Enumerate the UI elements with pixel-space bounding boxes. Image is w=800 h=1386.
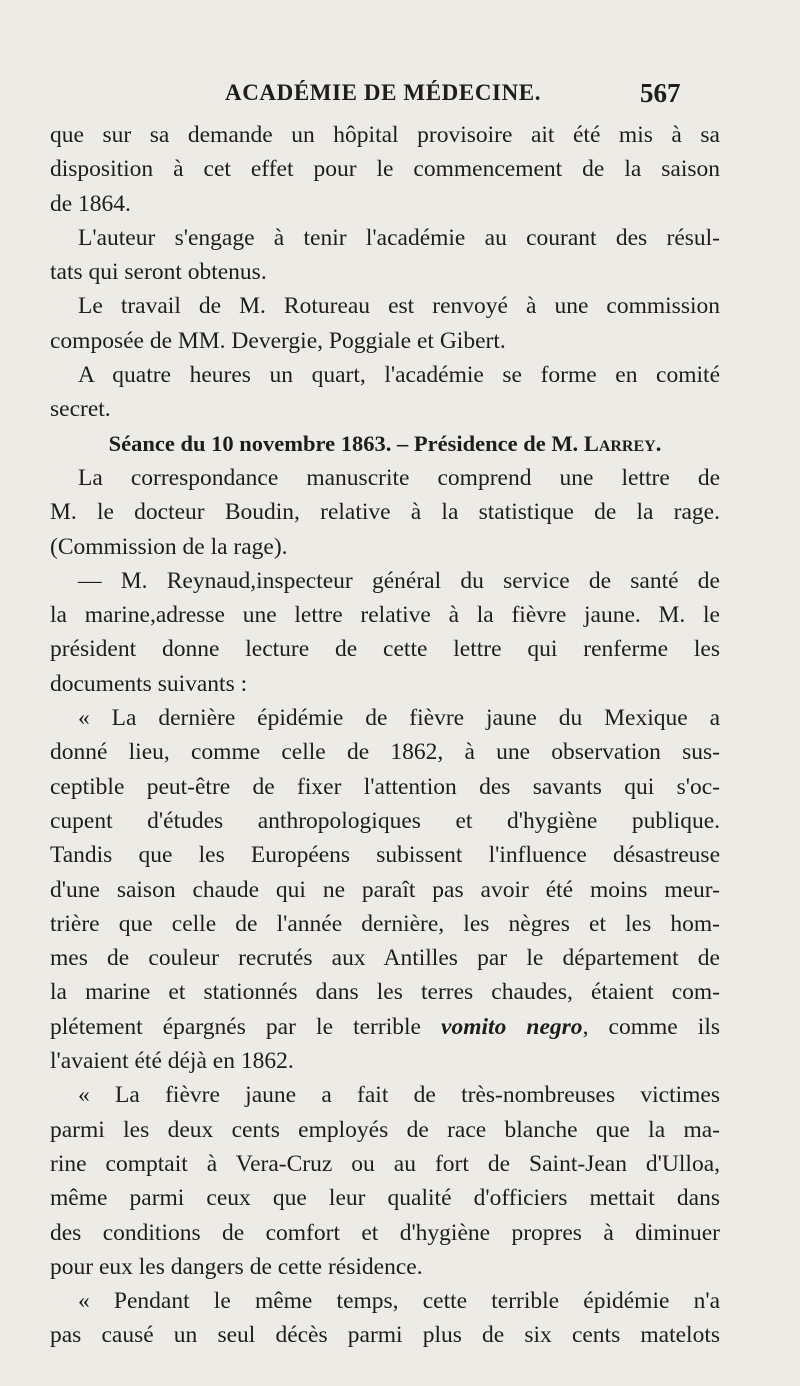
text-line: Tandis que les Européens subissent l'influence désastreuse — [50, 842, 720, 869]
text-line: trière que celle de l'année dernière, les nègres et les hom- — [50, 910, 720, 937]
page-number: 567 — [640, 78, 681, 108]
text-line: donné lieu, comme celle de 1862, à une observation sus- — [50, 739, 720, 766]
text-line: M. le docteur Boudin, relative à la statistique de la rage. — [50, 499, 720, 526]
text-line: la marine et stationnés dans les terres chaudes, étaient com- — [50, 979, 720, 1006]
text-line: (Commission de la rage). — [50, 533, 288, 560]
text-line: même parmi ceux que leur qualité d'officiers mettait dans — [50, 1185, 720, 1212]
text-line: des conditions de comfort et d'hygiène propres à diminuer — [50, 1219, 720, 1246]
text-line: d'une saison chaude qui ne paraît pas avoir été moins meur- — [50, 876, 720, 903]
text-line: la marine,adresse une lettre relative à la fièvre jaune. M. le — [50, 602, 720, 629]
text-line: pour eux les dangers de cette résidence. — [50, 1253, 423, 1280]
text-line: « La fièvre jaune a fait de très-nombreuses victimes — [78, 1082, 720, 1109]
page-header — [0, 80, 800, 114]
text-line: « Pendant le même temps, cette terrible épidémie n'a — [78, 1288, 720, 1315]
text-line: que sur sa demande un hôpital provisoire ait été mis à sa — [50, 122, 720, 148]
text-line: — M. Reynaud,inspecteur général du service de santé de — [78, 567, 720, 594]
text-line: mes de couleur recrutés aux Antilles par le département de — [50, 945, 720, 972]
text-line: disposition à cet effet pour le commencement de la saison — [50, 156, 720, 183]
text-line: L'auteur s'engage à tenir l'académie au courant des résul- — [78, 224, 720, 251]
text-line: secret. — [50, 396, 111, 423]
body-text — [50, 118, 720, 1353]
text-line: président donne lecture de cette lettre qui renferme les — [50, 636, 720, 663]
session-heading-text: Séance du 10 novembre 1863. – Présidence de M. — [108, 430, 584, 456]
president-end: . — [655, 430, 662, 456]
text-line: l'avaient été déjà en 1862. — [50, 1048, 294, 1075]
text-line: « La dernière épidémie de fièvre jaune du Mexique a — [78, 705, 720, 732]
text-line: parmi les deux cents employés de race blanche que la ma- — [50, 1116, 720, 1143]
text-line — [50, 1010, 720, 1044]
text-line: ceptible peut-être de fixer l'attention des savants qui s'oc- — [50, 773, 720, 800]
text-line: La correspondance manuscrite comprend une lettre de — [78, 464, 720, 491]
text-line: pas causé un seul décès parmi plus de six cents matelots — [50, 1322, 720, 1349]
text-line: rine comptait à Vera-Cruz ou au fort de Saint-Jean d'Ulloa, — [50, 1150, 720, 1177]
text-line: cupent d'études anthropologiques et d'hygiène publique. — [50, 807, 720, 834]
text-line: de 1864. — [50, 190, 131, 217]
session-heading — [50, 427, 720, 461]
text-line: Le travail de M. Rotureau est renvoyé à une commission — [78, 293, 720, 320]
text-line: tats qui seront obtenus. — [50, 259, 267, 286]
italic-term: vomito negro — [441, 1013, 583, 1040]
text-segment: , comme ils — [582, 1013, 721, 1040]
text-line: composée de MM. Devergie, Poggiale et Gibert. — [50, 327, 506, 354]
running-title: ACADÉMIE DE MÉDECINE. — [225, 80, 542, 105]
text-line: A quatre heures un quart, l'académie se forme en comité — [78, 362, 720, 389]
text-segment: plétement épargnés par le terrible — [50, 1013, 442, 1040]
text-line: documents suivants : — [50, 670, 248, 697]
president-name: Larrey — [583, 430, 656, 456]
